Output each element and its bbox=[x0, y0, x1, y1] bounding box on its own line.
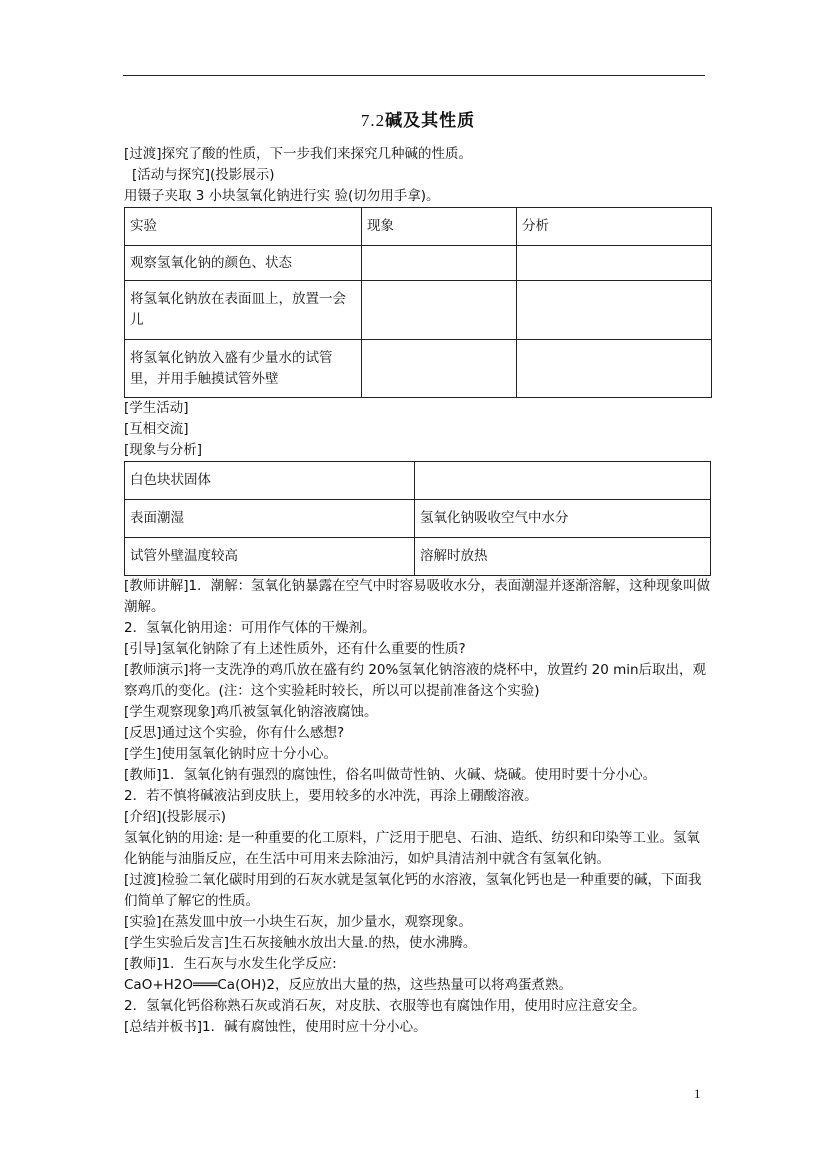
paragraph-summary: [总结并板书]1．碱有腐蚀性，使用时应十分小心。 bbox=[124, 1019, 427, 1035]
table-cell-empty bbox=[362, 340, 517, 398]
paragraph-student-activity: [学生活动] bbox=[124, 400, 189, 416]
header-rule bbox=[123, 75, 705, 76]
paragraph-experiment: [实验]在蒸发皿中放一小块生石灰，加少量水，观察现象。 bbox=[124, 914, 473, 930]
table-cell-empty bbox=[517, 246, 712, 281]
table-cell-empty bbox=[517, 340, 712, 398]
paragraph-teacher-2: 2．若不慎将碱液沾到皮肤上，要用较多的水冲洗，再涂上硼酸溶液。 bbox=[124, 788, 538, 804]
table-cell: 表面潮湿 bbox=[125, 500, 415, 538]
paragraph-student: [学生]使用氢氧化钠时应十分小心。 bbox=[124, 746, 338, 762]
table-cell: 溶解时放热 bbox=[415, 538, 711, 576]
table-row bbox=[125, 500, 711, 538]
title-number: 7.2 bbox=[360, 111, 386, 130]
table-cell-empty bbox=[517, 281, 712, 340]
page-title bbox=[124, 108, 712, 134]
table-cell bbox=[415, 462, 711, 500]
table-cell-empty bbox=[362, 246, 517, 281]
paragraph-exchange: [互相交流] bbox=[124, 421, 189, 437]
table-cell: 氢氧化钠吸收空气中水分 bbox=[415, 500, 711, 538]
paragraph-student-report: [学生实验后发言]生石灰接触水放出大量.的热，使水沸腾。 bbox=[124, 935, 477, 951]
paragraph-intro: [介绍](投影展示) bbox=[124, 809, 227, 825]
paragraph-phenomenon: [现象与分析] bbox=[124, 442, 203, 458]
title-text: 碱及其性质 bbox=[385, 111, 476, 131]
table-cell: 试管外壁温度较高 bbox=[125, 538, 415, 576]
table-header-cell: 实验 bbox=[125, 208, 362, 246]
paragraph-teacher-1: [教师]1．氢氧化钠有强烈的腐蚀性，俗名叫做苛性钠、火碱、烧碱。使用时要十分小心。 bbox=[124, 767, 657, 783]
table-row bbox=[125, 538, 711, 576]
page-number: 1 bbox=[694, 1086, 701, 1101]
experiment-table bbox=[124, 207, 712, 398]
table-header-cell: 分析 bbox=[517, 208, 712, 246]
table-header-cell: 现象 bbox=[362, 208, 517, 246]
table-row bbox=[125, 246, 712, 281]
table-row bbox=[125, 208, 712, 246]
paragraph-teacher-explain: [教师讲解]1．潮解：氢氧化钠暴露在空气中时容易吸收水分，表面潮湿并逐渐溶解，这种现象叫做潮解。 bbox=[124, 578, 711, 615]
paragraph-usage: 2．氢氧化钠用途：可用作气体的干燥剂。 bbox=[124, 620, 376, 636]
phenomenon-table bbox=[124, 461, 711, 576]
document-body bbox=[124, 108, 712, 1038]
paragraph-reflect: [反思]通过这个实验，你有什么感想? bbox=[124, 725, 345, 741]
table-cell: 白色块状固体 bbox=[125, 462, 415, 500]
table-cell: 观察氢氧化钠的颜色、状态 bbox=[125, 246, 362, 281]
table-cell-empty bbox=[362, 281, 517, 340]
paragraph-transition-2: [过渡]检验二氧化碳时用到的石灰水就是氢氧化钙的水溶液，氢氧化钙也是一种重要的碱，下面我们简单了解它的性质。 bbox=[124, 872, 702, 909]
paragraph-equation: CaO+H2O═══Ca(OH)2，反应放出大量的热，这些热量可以将鸡蛋煮熟。 bbox=[124, 977, 572, 993]
paragraph-observe: [学生观察现象]鸡爪被氢氧化钠溶液腐蚀。 bbox=[124, 704, 378, 720]
paragraph-instruction: 用镊子夹取 3 小块氢氧化钠进行实 验(切勿用手拿)。 bbox=[124, 188, 440, 204]
paragraph-activity: [活动与探究](投影展示) bbox=[132, 167, 275, 183]
table-row bbox=[125, 281, 712, 340]
table-row bbox=[125, 462, 711, 500]
paragraph-demo: [教师演示]将一支洗净的鸡爪放在盛有约 20%氢氧化钠溶液的烧杯中，放置约 20 min后取出，观察鸡爪的变化。(注：这个实验耗时较长，所以可以提前准备这个实验) bbox=[124, 662, 707, 699]
paragraph-naoh-use: 氢氧化钠的用途: 是一种重要的化工原料，广泛用于肥皂、石油、造纸、纺织和印染等工业。氢氧化钠能与油脂反应，在生活中可用来去除油污，如炉具清洁剂中就含有氢氧化钠。 bbox=[124, 830, 700, 867]
paragraph-guide: [引导]氢氧化钠除了有上述性质外，还有什么重要的性质? bbox=[124, 641, 466, 657]
table-cell: 将氢氧化钠放在表面皿上，放置一会儿 bbox=[125, 281, 362, 340]
paragraph-transition: [过渡]探究了酸的性质，下一步我们来探究几种碱的性质。 bbox=[124, 146, 473, 162]
paragraph-caoh2: 2．氢氧化钙俗称熟石灰或消石灰，对皮肤、衣服等也有腐蚀作用，使用时应注意安全。 bbox=[124, 998, 646, 1014]
table-row bbox=[125, 340, 712, 398]
table-cell: 将氢氧化钠放入盛有少量水的试管里，并用手触摸试管外壁 bbox=[125, 340, 362, 398]
paragraph-teacher-3: [教师]1．生石灰与水发生化学反应: bbox=[124, 956, 337, 972]
